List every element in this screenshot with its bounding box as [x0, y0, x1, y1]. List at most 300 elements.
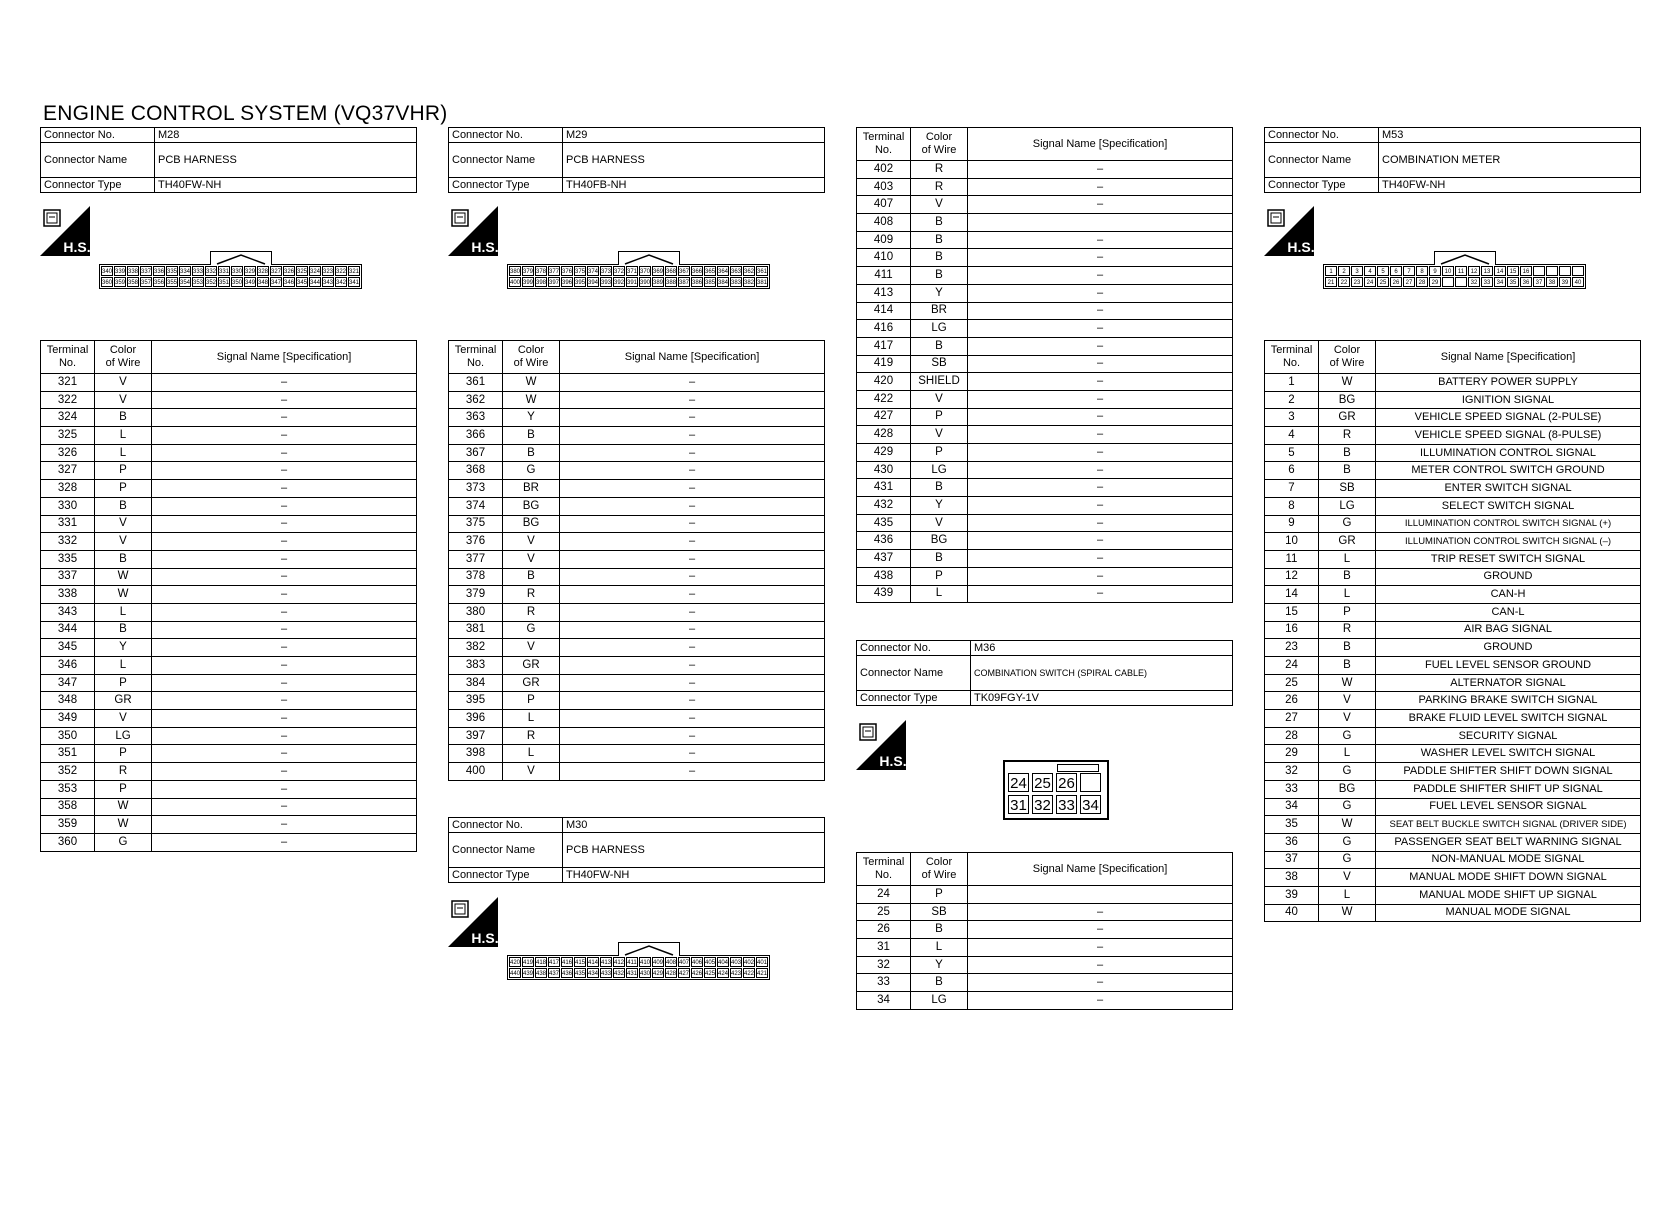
signal-name: – [152, 409, 417, 427]
connector-pin: 37 [1533, 277, 1545, 287]
signal-name: – [968, 461, 1233, 479]
table-row [41, 692, 417, 710]
table-row [449, 533, 825, 551]
connector-pin: 384 [717, 277, 729, 287]
connector-pin: 365 [704, 266, 716, 276]
connector-pin: 426 [691, 968, 703, 978]
terminal-no: 25 [1265, 674, 1319, 692]
terminal-no: 435 [857, 514, 911, 532]
terminal-no: 346 [41, 657, 95, 675]
terminal-no: 33 [1265, 780, 1319, 798]
terminal-no: 14 [1265, 586, 1319, 604]
table-row [1265, 515, 1641, 533]
connector-pin: 336 [153, 266, 165, 276]
wire-color: SB [911, 903, 968, 921]
wire-color: B [1319, 657, 1376, 675]
connector-pin: 34 [1494, 277, 1506, 287]
connector-pin [1572, 266, 1584, 276]
signal-name: – [560, 497, 825, 515]
table-row [1265, 833, 1641, 851]
terminal-no: 375 [449, 515, 503, 533]
signal-name: AIR BAG SIGNAL [1376, 621, 1641, 639]
connector-pin: 356 [153, 277, 165, 287]
connector-pin: 390 [639, 277, 651, 287]
terminal-no: 432 [857, 497, 911, 515]
connector-pin: 397 [548, 277, 560, 287]
signal-name: TRIP RESET SWITCH SIGNAL [1376, 550, 1641, 568]
terminal-no: 431 [857, 479, 911, 497]
connector-pin: 321 [348, 266, 360, 276]
connector-pin: 375 [574, 266, 586, 276]
connector-pin: 424 [717, 968, 729, 978]
connector-pin: 422 [743, 968, 755, 978]
signal-name: – [152, 621, 417, 639]
connector-pin: 343 [322, 277, 334, 287]
terminal-no: 10 [1265, 533, 1319, 551]
signal-name: – [968, 444, 1233, 462]
signal-name: – [968, 532, 1233, 550]
signal-name-header: Signal Name [Specification] [968, 128, 1233, 161]
wire-color: LG [95, 727, 152, 745]
terminal-no: 379 [449, 586, 503, 604]
terminal-no: 6 [1265, 462, 1319, 480]
connector-pin: 35 [1507, 277, 1519, 287]
terminal-no: 396 [449, 710, 503, 728]
table-row [857, 567, 1233, 585]
terminal-no: 361 [449, 374, 503, 392]
terminal-no: 367 [449, 444, 503, 462]
connector-pin: 25 [1032, 773, 1053, 792]
lock-tab-chevron [619, 252, 679, 265]
connector-pin: 11 [1455, 266, 1467, 276]
table-row [449, 674, 825, 692]
wire-color: V [95, 533, 152, 551]
harness-side-icon [448, 206, 498, 256]
table-row [857, 974, 1233, 992]
signal-name: MANUAL MODE SHIFT DOWN SIGNAL [1376, 869, 1641, 887]
connector-pin: 436 [561, 968, 573, 978]
signal-name: – [152, 586, 417, 604]
connector-pin: 345 [296, 277, 308, 287]
table-row [41, 586, 417, 604]
connector-pin: 382 [743, 277, 755, 287]
wire-color: P [95, 745, 152, 763]
wire-color: SB [1319, 480, 1376, 498]
connector-pin: 352 [205, 277, 217, 287]
connector-type-label: Connector Type [449, 868, 563, 883]
signal-name: – [968, 373, 1233, 391]
harness-side-icon [40, 206, 90, 256]
signal-name: – [560, 391, 825, 409]
table-row [41, 427, 417, 445]
wire-color: L [1319, 745, 1376, 763]
connector-type-value: TH40FB-NH [563, 178, 825, 193]
connector-pin: 434 [587, 968, 599, 978]
terminal-no: 40 [1265, 904, 1319, 922]
connector-pin: 337 [140, 266, 152, 276]
table-row [449, 497, 825, 515]
connector-pin: 351 [218, 277, 230, 287]
connector-pin: 353 [192, 277, 204, 287]
terminal-no: 376 [449, 533, 503, 551]
table-row [41, 763, 417, 781]
table-row [449, 727, 825, 745]
wire-color: V [911, 426, 968, 444]
table-row [449, 391, 825, 409]
table-row [41, 833, 417, 851]
connector-pin: 401 [756, 957, 768, 967]
m29-connector-face [507, 264, 770, 289]
terminal-no: 5 [1265, 444, 1319, 462]
signal-name: – [560, 586, 825, 604]
table-row [41, 409, 417, 427]
table-row [1265, 851, 1641, 869]
signal-name: SECURITY SIGNAL [1376, 727, 1641, 745]
table-row [857, 956, 1233, 974]
signal-name: – [560, 710, 825, 728]
signal-name: – [152, 710, 417, 728]
wire-color: P [95, 674, 152, 692]
wire-color: R [911, 161, 968, 179]
connector-pin: 323 [322, 266, 334, 276]
connector-pin: 395 [574, 277, 586, 287]
connector-pin: 12 [1468, 266, 1480, 276]
terminal-no: 395 [449, 692, 503, 710]
table-row [1265, 639, 1641, 657]
wire-color: GR [503, 674, 560, 692]
table-row [41, 727, 417, 745]
m30-connector-info [448, 817, 825, 883]
connector-name-label: Connector Name [1265, 143, 1379, 178]
signal-name: – [968, 567, 1233, 585]
wire-color: Y [911, 284, 968, 302]
connector-lock-tab [618, 942, 680, 956]
connector-pin: 348 [257, 277, 269, 287]
connector-no-value: M30 [563, 818, 825, 833]
wire-color: P [503, 692, 560, 710]
signal-name: – [968, 992, 1233, 1010]
connector-pin: 405 [704, 957, 716, 967]
connector-pin: 411 [626, 957, 638, 967]
wire-color-header: Color of Wire [95, 341, 152, 374]
connector-pin: 329 [244, 266, 256, 276]
connector-no-label: Connector No. [449, 818, 563, 833]
signal-name: PARKING BRAKE SWITCH SIGNAL [1376, 692, 1641, 710]
signal-name: – [152, 745, 417, 763]
terminal-no: 420 [857, 373, 911, 391]
connector-pin: 371 [626, 266, 638, 276]
terminal-no: 335 [41, 550, 95, 568]
signal-name: – [968, 337, 1233, 355]
connector-pin: 24 [1364, 277, 1376, 287]
table-row [1265, 763, 1641, 781]
signal-name: – [152, 444, 417, 462]
terminal-no: 33 [857, 974, 911, 992]
connector-pin: 26 [1056, 773, 1077, 792]
table-row [857, 196, 1233, 214]
connector-pin: 340 [101, 266, 113, 276]
signal-name: – [152, 427, 417, 445]
signal-name: – [152, 568, 417, 586]
wire-color: R [503, 727, 560, 745]
connector-pin: 362 [743, 266, 755, 276]
connector-name-label: Connector Name [449, 833, 563, 868]
connector-pin: 328 [257, 266, 269, 276]
wire-color: L [95, 657, 152, 675]
wire-color: BG [503, 497, 560, 515]
connector-pin: 3 [1351, 266, 1363, 276]
wire-color: B [911, 337, 968, 355]
terminal-no: 359 [41, 816, 95, 834]
signal-name: – [152, 639, 417, 657]
table-row [41, 603, 417, 621]
wire-color: G [503, 462, 560, 480]
table-row [449, 763, 825, 781]
connector-name-value: COMBINATION METER [1379, 143, 1641, 178]
table-row [41, 657, 417, 675]
wire-color: W [1319, 816, 1376, 834]
table-row [449, 603, 825, 621]
wire-color: G [1319, 727, 1376, 745]
terminal-no: 368 [449, 462, 503, 480]
terminal-no: 34 [1265, 798, 1319, 816]
terminal-no: 26 [1265, 692, 1319, 710]
harness-side-icon [1264, 206, 1314, 256]
table-row [857, 302, 1233, 320]
signal-name: – [152, 798, 417, 816]
wire-color: B [911, 214, 968, 232]
connector-pin: 36 [1520, 277, 1532, 287]
signal-name: ENTER SWITCH SIGNAL [1376, 480, 1641, 498]
signal-name: ILLUMINATION CONTROL SWITCH SIGNAL (+) [1376, 515, 1641, 533]
wire-color: B [1319, 639, 1376, 657]
table-row [41, 568, 417, 586]
signal-name: MANUAL MODE SIGNAL [1376, 904, 1641, 922]
connector-pin: 325 [296, 266, 308, 276]
table-row [857, 479, 1233, 497]
wire-color: R [503, 603, 560, 621]
table-row [41, 710, 417, 728]
wire-color: V [503, 533, 560, 551]
table-row [857, 355, 1233, 373]
terminal-no: 9 [1265, 515, 1319, 533]
terminal-no: 2 [1265, 391, 1319, 409]
table-row [41, 639, 417, 657]
connector-lock-tab [618, 251, 680, 265]
signal-name: – [968, 355, 1233, 373]
signal-name: SELECT SWITCH SIGNAL [1376, 497, 1641, 515]
signal-name: – [152, 780, 417, 798]
wire-color: Y [503, 409, 560, 427]
connector-pin: 388 [665, 277, 677, 287]
wire-color: BG [911, 532, 968, 550]
table-row [857, 886, 1233, 904]
terminal-no: 325 [41, 427, 95, 445]
connector-type-label: Connector Type [449, 178, 563, 193]
table-row [1265, 869, 1641, 887]
table-row [857, 267, 1233, 285]
terminal-no: 328 [41, 480, 95, 498]
terminal-no: 416 [857, 320, 911, 338]
connector-type-value: TK09FGY-1V [971, 691, 1233, 706]
terminal-no: 12 [1265, 568, 1319, 586]
signal-name: – [968, 585, 1233, 603]
table-row [41, 674, 417, 692]
wire-color: V [503, 763, 560, 781]
terminal-no: 350 [41, 727, 95, 745]
signal-name: – [968, 921, 1233, 939]
signal-name: – [152, 727, 417, 745]
connector-pin: 23 [1351, 277, 1363, 287]
table-row [41, 621, 417, 639]
table-row [857, 585, 1233, 603]
connector-pin: 346 [283, 277, 295, 287]
signal-name: – [560, 533, 825, 551]
connector-pin: 324 [309, 266, 321, 276]
connector-pin: 360 [101, 277, 113, 287]
connector-pin: 410 [639, 957, 651, 967]
terminal-no: 28 [1265, 727, 1319, 745]
wire-color: V [1319, 692, 1376, 710]
terminal-no: 382 [449, 639, 503, 657]
wire-color: P [911, 444, 968, 462]
m53-connector-info [1264, 127, 1641, 193]
table-row [857, 161, 1233, 179]
wire-color: LG [911, 320, 968, 338]
table-row [1265, 816, 1641, 834]
signal-name: VEHICLE SPEED SIGNAL (2-PULSE) [1376, 409, 1641, 427]
connector-type-value: TH40FW-NH [1379, 178, 1641, 193]
wire-color: L [95, 427, 152, 445]
terminal-no: 411 [857, 267, 911, 285]
table-row [449, 409, 825, 427]
connector-pin: 437 [548, 968, 560, 978]
signal-name: – [152, 657, 417, 675]
table-row [857, 178, 1233, 196]
wire-color-header: Color of Wire [911, 128, 968, 161]
connector-pin: 33 [1056, 795, 1077, 814]
connector-no-value: M28 [155, 128, 417, 143]
table-row [449, 692, 825, 710]
connector-pin: 28 [1416, 277, 1428, 287]
connector-pin [1559, 266, 1571, 276]
terminal-no: 402 [857, 161, 911, 179]
connector-pin: 418 [535, 957, 547, 967]
wire-color: L [503, 710, 560, 728]
signal-name: – [560, 462, 825, 480]
signal-name: – [560, 603, 825, 621]
wire-color: W [503, 391, 560, 409]
terminal-no: 384 [449, 674, 503, 692]
harness-side-svg [40, 206, 90, 256]
connector-pin: 34 [1080, 795, 1101, 814]
harness-side-icon [448, 897, 498, 947]
wire-color: P [95, 780, 152, 798]
connector-pin: 427 [678, 968, 690, 978]
wire-color: P [95, 480, 152, 498]
table-row [857, 532, 1233, 550]
connector-pin: 389 [652, 277, 664, 287]
connector-pin: 402 [743, 957, 755, 967]
wire-color: B [1319, 568, 1376, 586]
connector-pin: 27 [1403, 277, 1415, 287]
harness-side-svg [856, 720, 906, 770]
terminal-no: 31 [857, 939, 911, 957]
signal-name: – [968, 196, 1233, 214]
connector-no-label: Connector No. [449, 128, 563, 143]
connector-pin [1546, 266, 1558, 276]
signal-name: – [968, 320, 1233, 338]
signal-name: – [968, 249, 1233, 267]
connector-pin: 398 [535, 277, 547, 287]
signal-name: – [152, 515, 417, 533]
wire-color: B [911, 249, 968, 267]
hs-label: H.S. [471, 239, 498, 255]
terminal-no: 330 [41, 497, 95, 515]
connector-pin: 383 [730, 277, 742, 287]
signal-name: PADDLE SHIFTER SHIFT DOWN SIGNAL [1376, 763, 1641, 781]
terminal-no: 366 [449, 427, 503, 445]
signal-name: GROUND [1376, 639, 1641, 657]
table-row [41, 374, 417, 392]
terminal-no: 409 [857, 231, 911, 249]
connector-pin: 21 [1325, 277, 1337, 287]
connector-pin: 333 [192, 266, 204, 276]
terminal-no: 38 [1265, 869, 1319, 887]
wire-color: B [1319, 444, 1376, 462]
table-row [1265, 409, 1641, 427]
signal-name: – [152, 763, 417, 781]
wire-color: L [1319, 886, 1376, 904]
signal-name: – [560, 692, 825, 710]
connector-pin: 322 [335, 266, 347, 276]
terminal-no-header: Terminal No. [1265, 341, 1319, 374]
signal-name: BATTERY POWER SUPPLY [1376, 374, 1641, 392]
wire-color: B [911, 267, 968, 285]
terminal-no: 343 [41, 603, 95, 621]
connector-pin: 378 [535, 266, 547, 276]
wire-color: L [1319, 586, 1376, 604]
table-row [41, 444, 417, 462]
table-row [1265, 710, 1641, 728]
m30-connector-face [507, 955, 770, 980]
connector-name-label: Connector Name [449, 143, 563, 178]
terminal-no: 337 [41, 568, 95, 586]
connector-pin: 40 [1572, 277, 1584, 287]
table-row [1265, 674, 1641, 692]
table-row [449, 444, 825, 462]
table-row [857, 939, 1233, 957]
connector-type-value: TH40FW-NH [563, 868, 825, 883]
m36-terminal-table [856, 852, 1233, 1010]
connector-pin: 393 [600, 277, 612, 287]
connector-pin: 403 [730, 957, 742, 967]
terminal-no: 349 [41, 710, 95, 728]
table-row [41, 745, 417, 763]
table-row [1265, 692, 1641, 710]
signal-name: BRAKE FLUID LEVEL SWITCH SIGNAL [1376, 710, 1641, 728]
signal-name: – [152, 833, 417, 851]
table-row [41, 798, 417, 816]
wire-color: L [911, 585, 968, 603]
connector-pin: 428 [665, 968, 677, 978]
connector-pin: 39 [1559, 277, 1571, 287]
terminal-no-header: Terminal No. [41, 341, 95, 374]
terminal-no: 32 [857, 956, 911, 974]
terminal-no: 348 [41, 692, 95, 710]
signal-name: – [152, 692, 417, 710]
table-row [41, 497, 417, 515]
